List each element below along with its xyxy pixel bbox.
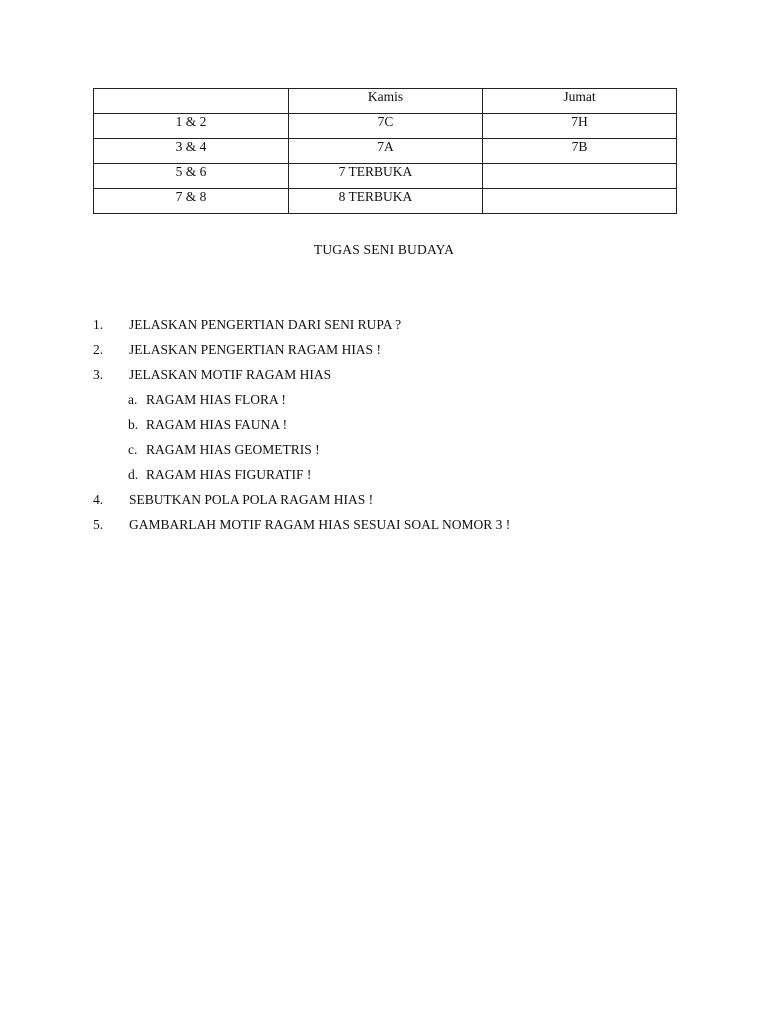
question-number: 2. [93, 342, 104, 357]
sub-question-item [128, 416, 693, 441]
sub-question-letter: b. [128, 417, 139, 432]
table-row [94, 164, 677, 189]
table-cell: 1 & 2 [94, 114, 289, 139]
question-item [93, 316, 693, 341]
question-text: SEBUTKAN POLA POLA RAGAM HIAS ! [129, 492, 374, 507]
sub-question-letter: a. [128, 392, 138, 407]
sub-question-item [128, 466, 693, 491]
table-cell [483, 164, 677, 189]
sub-question-item [128, 441, 693, 466]
question-text: JELASKAN PENGERTIAN DARI SENI RUPA ? [129, 317, 402, 332]
table-cell: 7H [483, 114, 677, 139]
table-row [94, 139, 677, 164]
question-text: JELASKAN MOTIF RAGAM HIAS [129, 367, 332, 382]
table-cell: 7 & 8 [94, 189, 289, 214]
sub-question-item [128, 391, 693, 416]
question-item [93, 491, 693, 516]
table-header-row [94, 89, 677, 114]
question-list [93, 316, 693, 541]
table-cell: 3 & 4 [94, 139, 289, 164]
document-title: TUGAS SENI BUDAYA [313, 242, 455, 257]
sub-question-letter: c. [128, 442, 138, 457]
table-cell: 7 TERBUKA [289, 164, 483, 189]
question-item [93, 516, 693, 541]
question-number: 1. [93, 317, 104, 332]
table-header-cell [94, 89, 289, 114]
table-cell: 7C [289, 114, 483, 139]
table-header-cell: Jumat [483, 89, 677, 114]
sub-question-text: RAGAM HIAS FIGURATIF ! [146, 467, 312, 482]
table-header-cell: Kamis [289, 89, 483, 114]
table-cell: 5 & 6 [94, 164, 289, 189]
table-row [94, 189, 677, 214]
question-text: JELASKAN PENGERTIAN RAGAM HIAS ! [129, 342, 381, 357]
question-item [93, 341, 693, 366]
table-cell [483, 189, 677, 214]
question-text: GAMBARLAH MOTIF RAGAM HIAS SESUAI SOAL NOMOR 3 ! [129, 517, 511, 532]
table-row [94, 114, 677, 139]
question-number: 4. [93, 492, 104, 507]
schedule-table [93, 88, 677, 214]
sub-question-letter: d. [128, 467, 139, 482]
sub-question-text: RAGAM HIAS GEOMETRIS ! [146, 442, 320, 457]
sub-question-text: RAGAM HIAS FLORA ! [146, 392, 286, 407]
sub-question-text: RAGAM HIAS FAUNA ! [146, 417, 288, 432]
sub-question-list [93, 391, 693, 491]
table-cell: 7A [289, 139, 483, 164]
table-cell: 7B [483, 139, 677, 164]
question-number: 3. [93, 367, 104, 382]
question-item [93, 366, 693, 491]
table-cell: 8 TERBUKA [289, 189, 483, 214]
question-number: 5. [93, 517, 104, 532]
